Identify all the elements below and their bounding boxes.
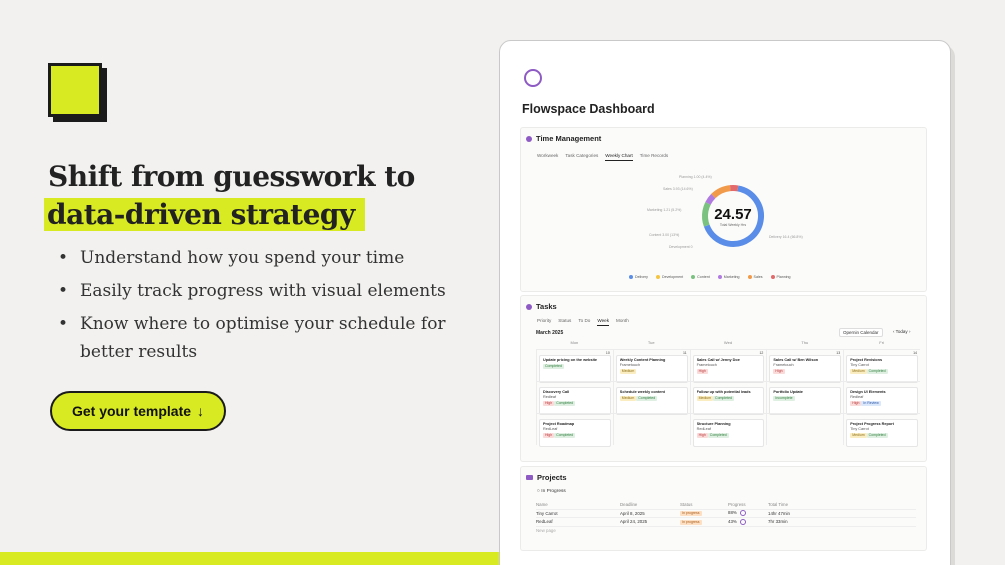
tab-priority[interactable]: Priority <box>537 318 552 323</box>
calendar-month: March 2025 <box>536 330 564 336</box>
project-deadline: April 24, 2025 <box>620 519 648 525</box>
get-template-label: Get your template <box>71 403 192 419</box>
total-time: 14hr 47min <box>768 510 790 516</box>
task-card[interactable] <box>769 355 841 383</box>
task-priority: Medium <box>698 396 712 400</box>
page-title: Flowspace Dashboard <box>522 102 655 116</box>
donut-label: Marketing 1.21 (5.2%) <box>647 208 682 212</box>
new-page-row[interactable] <box>536 527 916 536</box>
projects-table <box>536 501 916 535</box>
task-project: Tiny Carrot <box>850 363 869 367</box>
task-card[interactable] <box>693 419 765 447</box>
task-name: Follow up with potential leads <box>696 390 751 394</box>
projects-section <box>520 466 927 551</box>
task-status: Completed <box>868 369 886 373</box>
tab-month[interactable]: Month <box>616 318 629 323</box>
task-card[interactable] <box>616 387 688 415</box>
projects-title <box>526 473 567 482</box>
calendar-cell[interactable] <box>613 349 690 381</box>
legend-item: Content <box>691 275 710 279</box>
task-card[interactable] <box>846 355 918 383</box>
column-header: Deadline <box>620 502 638 508</box>
task-name: Project Revisions <box>850 358 883 362</box>
donut-center <box>698 206 768 227</box>
total-hours-label: Total Weekly Hrs <box>719 223 747 227</box>
calendar-cell[interactable] <box>536 413 613 445</box>
task-name: Weekly Content Planning <box>619 358 666 362</box>
today-label[interactable]: Today <box>895 329 908 334</box>
legend-item: Planning <box>771 275 791 279</box>
task-card[interactable] <box>693 355 765 383</box>
calendar-cell[interactable] <box>766 381 843 413</box>
weekday-label: Mon <box>570 340 579 345</box>
task-project: Redleaf <box>543 395 557 399</box>
in-progress-icon: ○ <box>537 489 540 494</box>
calendar-cell[interactable] <box>613 381 690 413</box>
tab-to-do[interactable]: To Do <box>578 318 591 323</box>
task-card[interactable] <box>769 387 841 415</box>
task-name: Discovery Call <box>543 390 570 394</box>
day-number: 12 <box>759 351 764 355</box>
weekday-label: Wed <box>723 340 733 345</box>
task-project: RedLeaf <box>696 427 711 431</box>
task-name: Structure Planning <box>696 422 731 426</box>
task-status: Completed <box>868 433 886 437</box>
task-card[interactable] <box>539 355 611 383</box>
tab-status[interactable]: Status <box>558 318 572 323</box>
task-priority: Medium <box>852 369 865 373</box>
calendar-cell[interactable] <box>690 349 767 381</box>
arrow-down-icon: ↓ <box>197 403 205 419</box>
tab-weekly-chart[interactable]: Weekly Chart <box>605 153 633 161</box>
feature-item: • Easily track progress with visual elements <box>58 277 478 305</box>
weekday-label: Tue <box>647 340 655 345</box>
calendar-cell[interactable] <box>536 381 613 413</box>
task-name: Sales Call w/ Jenny Doe <box>696 358 740 362</box>
task-priority: High <box>698 433 706 437</box>
task-status: Completed <box>556 401 574 405</box>
task-name: Update pricing on the website <box>543 358 598 362</box>
task-project: Tiny Carrot <box>850 427 869 431</box>
calendar-cell[interactable] <box>690 381 767 413</box>
status-badge: In progress <box>682 519 700 524</box>
brand-logo <box>48 63 102 117</box>
task-project: RedLeaf <box>543 427 558 431</box>
task-status: Incomplete <box>775 396 793 400</box>
open-calendar-button[interactable]: Opernin Calendar <box>839 328 883 337</box>
total-hours-value: 24.57 <box>714 206 752 223</box>
page-icon <box>524 69 542 87</box>
task-status: Completed <box>709 433 727 437</box>
task-priority: High <box>852 401 860 405</box>
task-name: Portfolio Update <box>773 390 803 394</box>
progress-value: 43% <box>728 518 737 524</box>
tasks-title <box>526 302 557 311</box>
task-card[interactable] <box>846 419 918 447</box>
task-name: Project Progress Report <box>850 422 894 426</box>
time-management-section <box>520 127 927 292</box>
projects-title-text: Projects <box>537 473 567 482</box>
task-card[interactable] <box>616 355 688 383</box>
task-card[interactable] <box>693 387 765 415</box>
feature-item: • Know where to optimise your schedule for better results <box>58 310 478 366</box>
task-status: In Review <box>863 401 879 405</box>
day-number: 13 <box>836 351 841 355</box>
progress-ring-icon <box>740 519 746 525</box>
headline-line-2-highlight: data-driven strategy <box>44 198 365 231</box>
task-status: Completed <box>715 396 732 400</box>
calendar-cell[interactable] <box>690 413 767 445</box>
task-tabs <box>537 318 629 326</box>
legend-item: Sales <box>748 275 763 279</box>
task-card[interactable] <box>539 419 611 447</box>
day-number: 14 <box>913 351 917 355</box>
feature-list <box>58 244 478 371</box>
task-name: Sales Call w/ Ben Wilson <box>773 358 819 362</box>
column-header: Total Time <box>768 502 789 508</box>
chevron-right-icon[interactable]: › <box>908 329 911 334</box>
headline-line-1: Shift from guesswork to <box>48 160 415 193</box>
task-status: Completed <box>556 433 574 437</box>
donut-label: Development 0 <box>669 245 693 249</box>
feature-item: • Understand how you spend your time <box>58 244 478 272</box>
get-template-button[interactable] <box>50 391 226 431</box>
headline <box>48 158 415 234</box>
task-project: Frametouch <box>619 363 641 367</box>
day-number: 10 <box>605 351 610 355</box>
task-card[interactable] <box>846 387 918 415</box>
legend-item: Marketing <box>718 275 740 279</box>
task-priority: High <box>545 401 553 405</box>
task-priority: High <box>698 369 706 373</box>
time-management-title <box>526 134 601 143</box>
task-priority: High <box>545 433 553 437</box>
donut-label: Content 3.00 (13%) <box>649 233 680 237</box>
legend-item: Development <box>656 275 683 279</box>
task-name: Schedule weekly content <box>619 390 665 394</box>
day-number: 11 <box>682 351 687 355</box>
tab-task-categories[interactable]: Task Categories <box>565 153 599 158</box>
project-deadline: April 8, 2025 <box>620 510 645 516</box>
table-row[interactable] <box>536 518 916 527</box>
donut-legend <box>629 275 791 279</box>
donut-label: Planning 1.00 (4.4%) <box>679 175 712 179</box>
donut-label: Delivery 16.4 (66.8%) <box>769 235 803 239</box>
clock-icon <box>526 136 532 142</box>
task-project: Frametouch <box>773 363 794 367</box>
total-time: 7hr 33min <box>768 519 788 525</box>
group-label-text: In Progress <box>541 489 566 494</box>
progress-value: 88% <box>728 510 737 516</box>
calendar-cell[interactable] <box>766 413 843 445</box>
calendar-grid <box>536 349 920 445</box>
column-header: Name <box>536 502 548 508</box>
table-row[interactable] <box>536 510 916 519</box>
column-header: Progress <box>728 502 746 508</box>
tab-week[interactable]: Week <box>597 318 609 326</box>
task-name: Project Roadmap <box>543 422 575 426</box>
time-tabs <box>537 153 668 161</box>
table-header <box>536 501 916 510</box>
task-priority: High <box>775 369 783 373</box>
task-priority: Medium <box>621 396 635 400</box>
new-page-link[interactable]: New page <box>536 528 556 534</box>
calendar-cell[interactable] <box>843 349 920 381</box>
check-circle-icon <box>526 304 532 310</box>
project-name[interactable]: Tiny Carrot <box>536 510 558 516</box>
task-priority: Medium <box>852 433 865 437</box>
tasks-section <box>520 295 927 462</box>
status-badge: In progress <box>682 511 700 516</box>
task-status: Completed <box>638 396 656 400</box>
calendar-cell[interactable] <box>843 381 920 413</box>
task-priority: Medium <box>621 369 635 373</box>
task-name: Design UI Elements <box>850 390 886 394</box>
weekday-label: Thu <box>801 340 809 345</box>
calendar-cell[interactable] <box>536 349 613 381</box>
dashboard-window <box>499 40 951 565</box>
calendar-cell[interactable] <box>843 413 920 445</box>
calendar-cell[interactable] <box>613 413 690 445</box>
tab-time-records[interactable]: Time Records <box>639 153 669 158</box>
folder-icon <box>526 475 533 480</box>
weekday-header <box>536 340 920 345</box>
task-project: Frametouch <box>696 363 717 367</box>
column-header: Status <box>680 502 693 508</box>
group-label[interactable] <box>537 489 566 494</box>
tab-workweek[interactable]: Workweek <box>537 153 559 158</box>
time-management-title-text: Time Management <box>536 134 602 143</box>
donut-label: Sales 3.93 (14.6%) <box>663 187 693 191</box>
weekday-label: Fri <box>879 340 884 345</box>
task-status: Completed <box>545 364 562 368</box>
tasks-title-text: Tasks <box>536 302 557 311</box>
today-button[interactable] <box>893 329 910 334</box>
project-name[interactable]: RedLeaf <box>536 519 553 525</box>
donut-chart <box>521 172 928 272</box>
task-project: Redleaf <box>850 395 864 399</box>
task-card[interactable] <box>539 387 611 415</box>
chevron-left-icon[interactable]: ‹ <box>893 329 895 334</box>
progress-ring-icon <box>740 510 746 516</box>
legend-item: Delivery <box>629 275 648 279</box>
calendar-cell[interactable] <box>766 349 843 381</box>
